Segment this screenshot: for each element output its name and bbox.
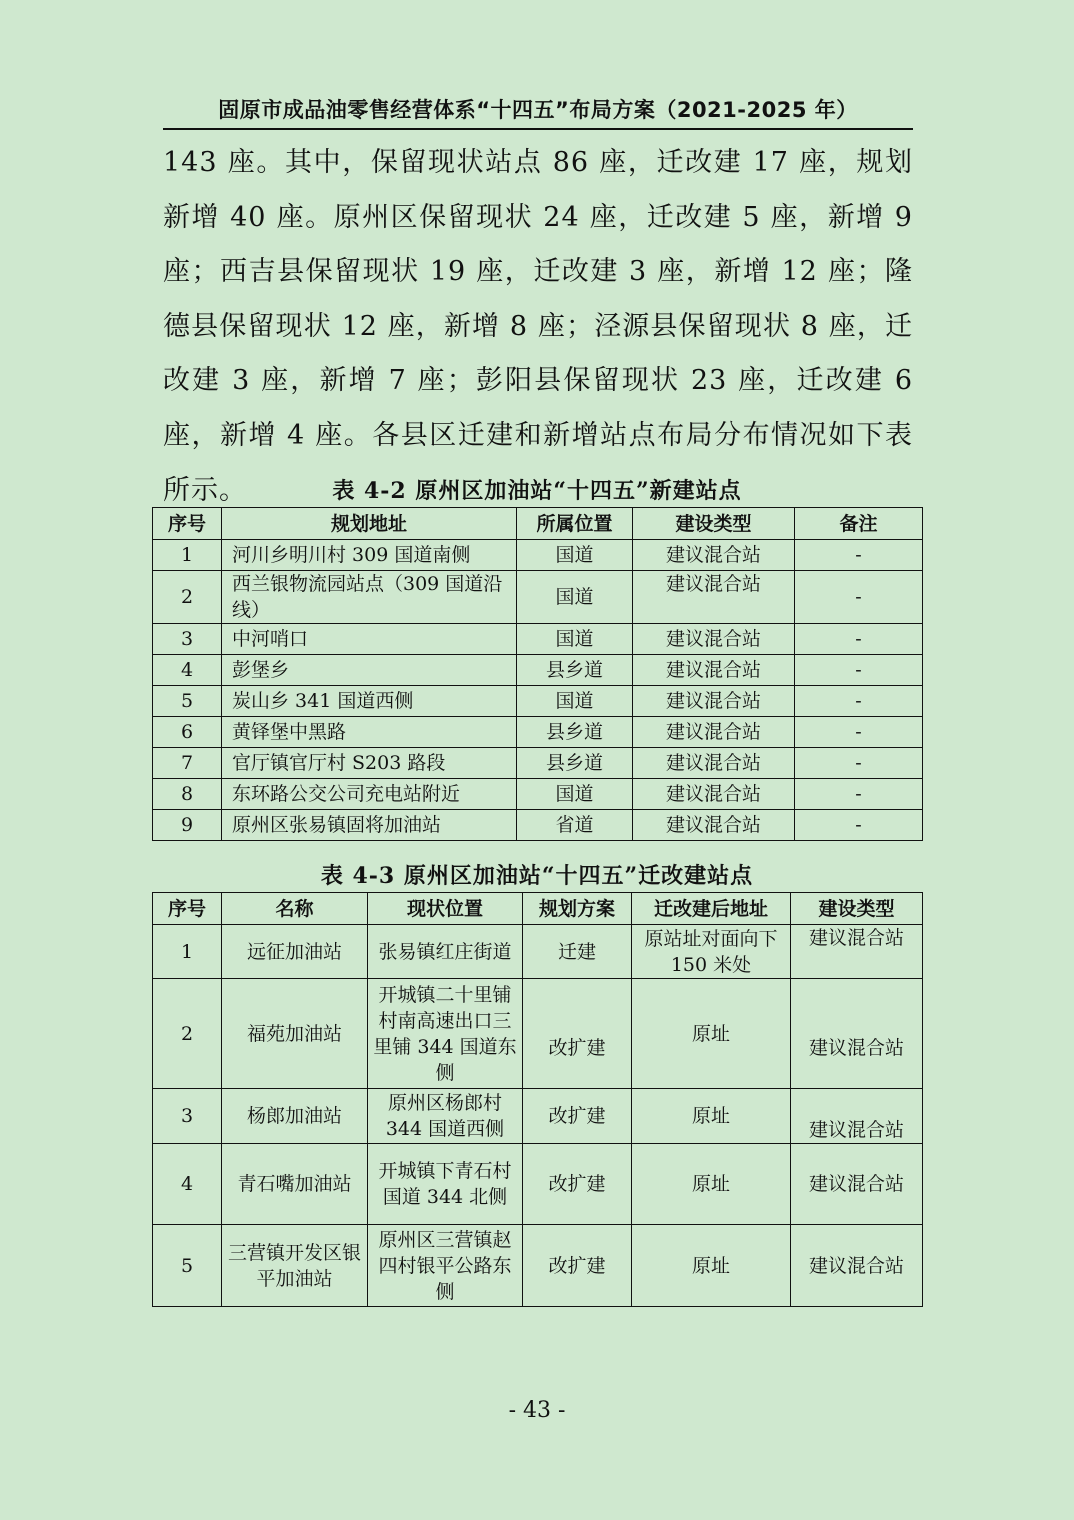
table-row bbox=[153, 686, 923, 717]
cell-index: 3 bbox=[153, 1089, 222, 1144]
cell-remark: - bbox=[795, 686, 923, 717]
cell-current-location: 原州区三营镇赵四村银平公路东侧 bbox=[368, 1225, 523, 1307]
cell-address: 炭山乡 341 国道西侧 bbox=[222, 686, 517, 717]
header-cell: 名称 bbox=[222, 893, 368, 925]
cell-type: 建议混合站 bbox=[633, 540, 795, 571]
cell-type: 建议混合站 bbox=[633, 810, 795, 841]
table-row bbox=[153, 1225, 923, 1307]
cell-location: 县乡道 bbox=[517, 717, 633, 748]
cell-remark: - bbox=[795, 810, 923, 841]
table-row bbox=[153, 779, 923, 810]
cell-type: 建议混合站 bbox=[633, 717, 795, 748]
cell-remark: - bbox=[795, 571, 923, 624]
table-row bbox=[153, 655, 923, 686]
cell-index: 6 bbox=[153, 717, 222, 748]
cell-address: 彭堡乡 bbox=[222, 655, 517, 686]
table-4-3-caption: 表 4-3 原州区加油站“十四五”迁改建站点 bbox=[320, 863, 754, 889]
cell-name: 杨郎加油站 bbox=[222, 1089, 368, 1144]
cell-location: 国道 bbox=[517, 571, 633, 624]
header-cell: 所属位置 bbox=[517, 508, 633, 540]
cell-remark: - bbox=[795, 717, 923, 748]
cell-new-address: 原址 bbox=[632, 1089, 791, 1144]
table-row bbox=[153, 810, 923, 841]
header-cell: 规划方案 bbox=[523, 893, 632, 925]
header-cell: 现状位置 bbox=[368, 893, 523, 925]
cell-remark: - bbox=[795, 624, 923, 655]
cell-remark: - bbox=[795, 540, 923, 571]
cell-address: 河川乡明川村 309 国道南侧 bbox=[222, 540, 517, 571]
page-number: - 43 - bbox=[508, 1398, 566, 1423]
header-cell: 备注 bbox=[795, 508, 923, 540]
cell-new-address: 原址 bbox=[632, 1144, 791, 1225]
table-4-2-caption: 表 4-2 原州区加油站“十四五”新建站点 bbox=[332, 478, 742, 504]
table-header-row bbox=[153, 508, 923, 540]
cell-index: 7 bbox=[153, 748, 222, 779]
header-cell: 迁改建后地址 bbox=[632, 893, 791, 925]
cell-address: 黄铎堡中黑路 bbox=[222, 717, 517, 748]
table-header-row bbox=[153, 893, 923, 925]
cell-index: 4 bbox=[153, 1144, 222, 1225]
cell-type: 建议混合站 bbox=[791, 979, 923, 1089]
cell-new-address: 原址 bbox=[632, 979, 791, 1089]
header-cell: 序号 bbox=[153, 508, 222, 540]
cell-index: 2 bbox=[153, 979, 222, 1089]
cell-index: 1 bbox=[153, 925, 222, 979]
cell-index: 9 bbox=[153, 810, 222, 841]
cell-current-location: 开城镇二十里铺村南高速出口三里铺 344 国道东侧 bbox=[368, 979, 523, 1089]
cell-index: 1 bbox=[153, 540, 222, 571]
header-cell: 序号 bbox=[153, 893, 222, 925]
table-row bbox=[153, 624, 923, 655]
cell-index: 5 bbox=[153, 1225, 222, 1307]
table-4-3 bbox=[152, 892, 923, 1307]
cell-index: 8 bbox=[153, 779, 222, 810]
cell-plan: 改扩建 bbox=[523, 1089, 632, 1144]
cell-remark: - bbox=[795, 748, 923, 779]
cell-name: 远征加油站 bbox=[222, 925, 368, 979]
cell-address: 原州区张易镇固将加油站 bbox=[222, 810, 517, 841]
cell-location: 省道 bbox=[517, 810, 633, 841]
cell-address: 西兰银物流园站点（309 国道沿线） bbox=[222, 571, 517, 624]
cell-remark: - bbox=[795, 655, 923, 686]
cell-type: 建议混合站 bbox=[633, 655, 795, 686]
table-row bbox=[153, 1089, 923, 1144]
cell-location: 国道 bbox=[517, 779, 633, 810]
cell-name: 青石嘴加油站 bbox=[222, 1144, 368, 1225]
cell-type: 建议混合站 bbox=[633, 779, 795, 810]
cell-location: 县乡道 bbox=[517, 655, 633, 686]
cell-location: 国道 bbox=[517, 686, 633, 717]
cell-current-location: 张易镇红庄街道 bbox=[368, 925, 523, 979]
table-row bbox=[153, 540, 923, 571]
cell-type: 建议混合站 bbox=[791, 1144, 923, 1225]
table-row bbox=[153, 925, 923, 979]
cell-index: 3 bbox=[153, 624, 222, 655]
cell-address: 官厅镇官厅村 S203 路段 bbox=[222, 748, 517, 779]
cell-plan: 改扩建 bbox=[523, 979, 632, 1089]
cell-type: 建议混合站 bbox=[791, 925, 923, 979]
table-row bbox=[153, 1144, 923, 1225]
cell-type: 建议混合站 bbox=[633, 571, 795, 624]
cell-index: 4 bbox=[153, 655, 222, 686]
header-cell: 建设类型 bbox=[791, 893, 923, 925]
cell-current-location: 开城镇下青石村国道 344 北侧 bbox=[368, 1144, 523, 1225]
table-row bbox=[153, 717, 923, 748]
cell-new-address: 原站址对面向下 150 米处 bbox=[632, 925, 791, 979]
cell-address: 东环路公交公司充电站附近 bbox=[222, 779, 517, 810]
cell-location: 国道 bbox=[517, 540, 633, 571]
header-cell: 规划地址 bbox=[222, 508, 517, 540]
cell-type: 建议混合站 bbox=[633, 686, 795, 717]
header-cell: 建设类型 bbox=[633, 508, 795, 540]
cell-plan: 迁建 bbox=[523, 925, 632, 979]
cell-plan: 改扩建 bbox=[523, 1144, 632, 1225]
cell-location: 县乡道 bbox=[517, 748, 633, 779]
cell-type: 建议混合站 bbox=[633, 748, 795, 779]
running-header: 固原市成品油零售经营体系“十四五”布局方案（2021-2025 年） bbox=[218, 98, 858, 122]
cell-address: 中河哨口 bbox=[222, 624, 517, 655]
body-paragraph: 143 座。其中，保留现状站点 86 座，迁改建 17 座，规划新增 40 座。原州区保留现状 24 座，迁改建 5 座，新增 9 座；西吉县保留现状 19 座，迁改建 3 座，新增 12 座；隆德县保留现状 12 座，新增 8 座；泾源县保留现状 8 座，迁改建 3 座，新增 7 座；彭阳县保留现状 23 座，迁改建 6 座，新增 4 座。各县区迁建和新增站点布局分布情况如下表所示。 bbox=[163, 147, 913, 506]
cell-remark: - bbox=[795, 779, 923, 810]
cell-name: 福苑加油站 bbox=[222, 979, 368, 1089]
cell-type: 建议混合站 bbox=[633, 624, 795, 655]
cell-type: 建议混合站 bbox=[791, 1225, 923, 1307]
cell-location: 国道 bbox=[517, 624, 633, 655]
table-row bbox=[153, 979, 923, 1089]
table-row bbox=[153, 748, 923, 779]
cell-plan: 改扩建 bbox=[523, 1225, 632, 1307]
cell-index: 5 bbox=[153, 686, 222, 717]
cell-new-address: 原址 bbox=[632, 1225, 791, 1307]
table-row bbox=[153, 571, 923, 624]
header-rule bbox=[163, 128, 913, 130]
table-4-2 bbox=[152, 507, 923, 841]
cell-index: 2 bbox=[153, 571, 222, 624]
cell-current-location: 原州区杨郎村 344 国道西侧 bbox=[368, 1089, 523, 1144]
cell-type: 建议混合站 bbox=[791, 1089, 923, 1144]
cell-name: 三营镇开发区银平加油站 bbox=[222, 1225, 368, 1307]
